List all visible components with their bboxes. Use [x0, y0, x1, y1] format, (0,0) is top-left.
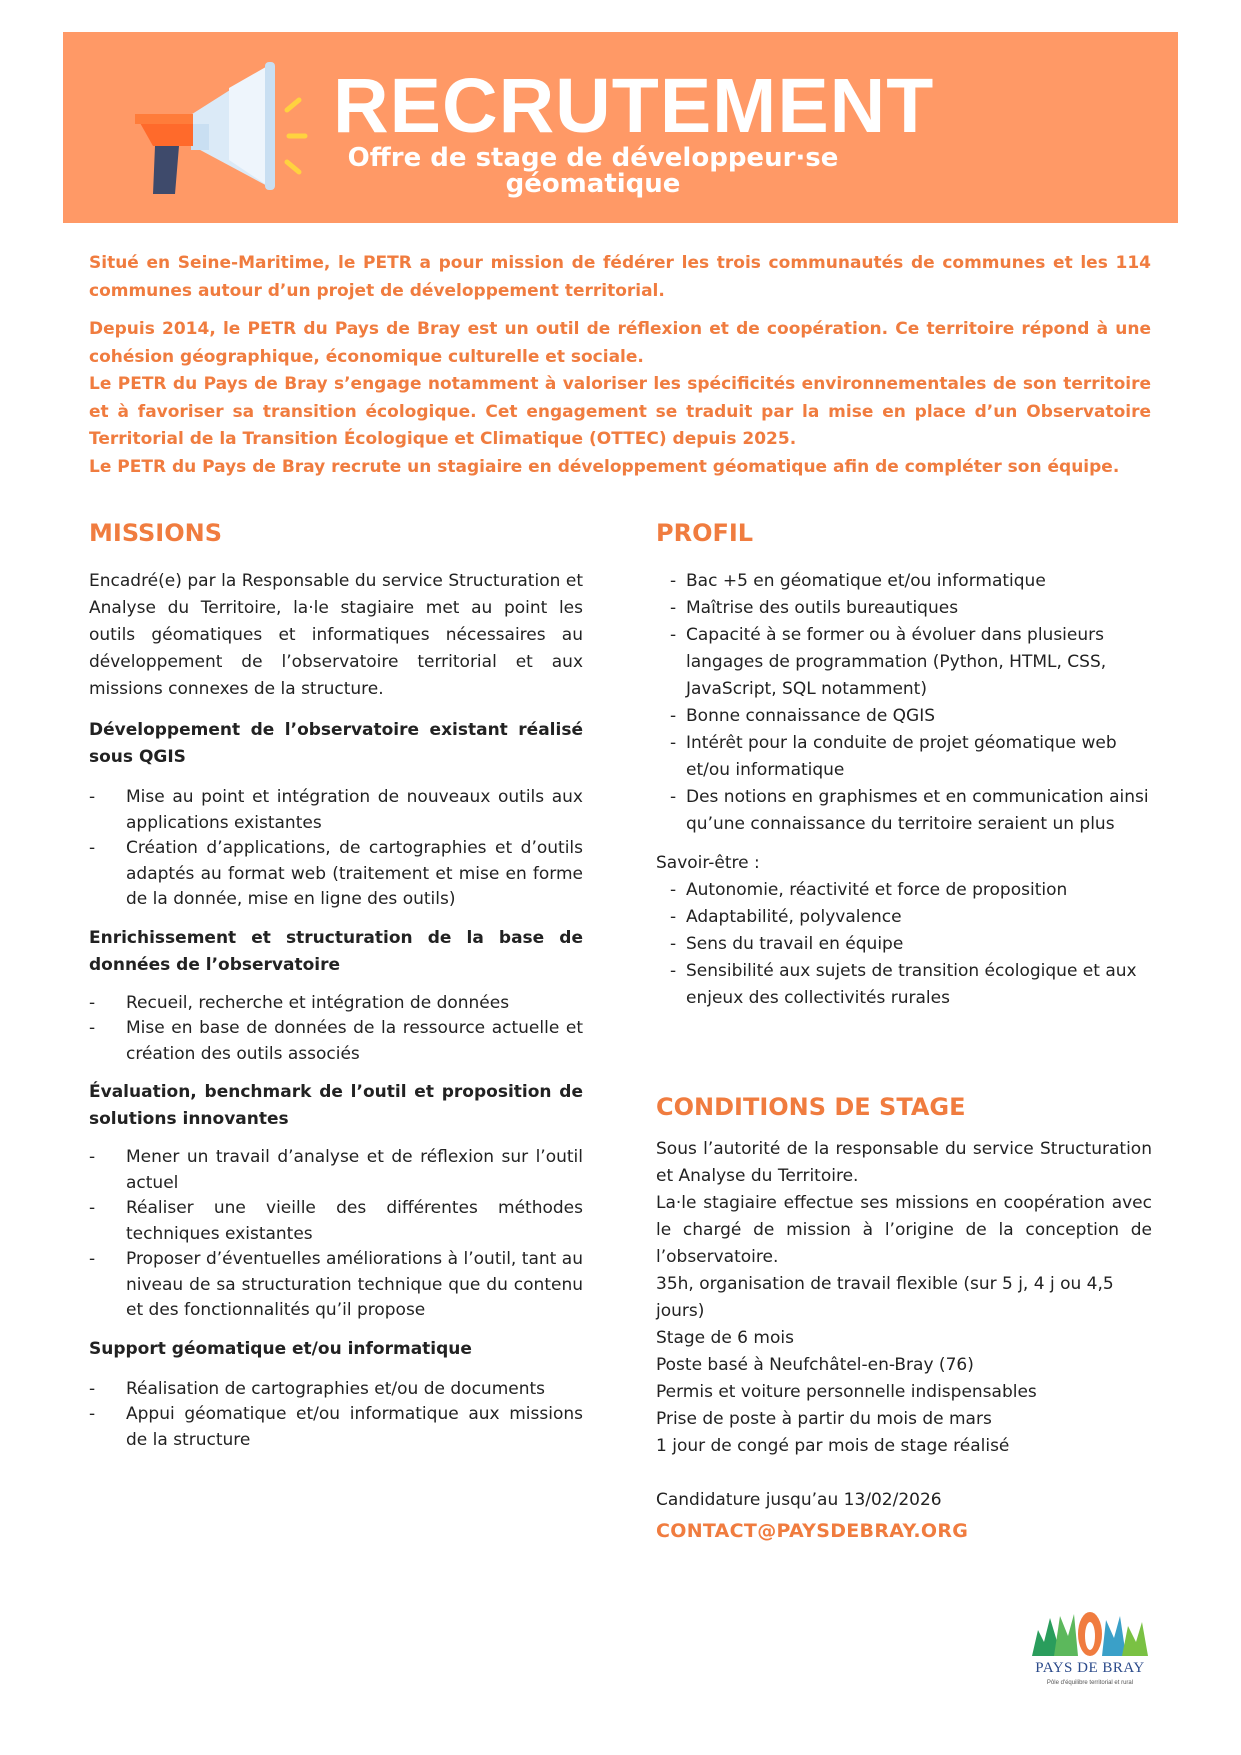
- profil-list: [656, 568, 1152, 838]
- megaphone-icon: [131, 60, 281, 200]
- list-item: - Sensibilité aux sujets de transition écologique et aux enjeux des collectivités rurales: [656, 958, 1152, 1012]
- missions-title: MISSIONS: [89, 519, 223, 547]
- application-deadline: Candidature jusqu’au 13/02/2026: [656, 1490, 942, 1510]
- intro-paragraph: Depuis 2014, le PETR du Pays de Bray est un outil de réflexion et de coopération. Ce territoire répond à une cohésion géographique, économique culturelle et sociale.: [89, 319, 1151, 367]
- conditions-line: Permis et voiture personnelle indispensables: [656, 1382, 1037, 1402]
- list-item: - Mise au point et intégration de nouveaux outils aux applications existantes: [89, 785, 583, 836]
- missions-section: [89, 518, 583, 1453]
- list-item: - Intérêt pour la conduite de projet géomatique web et/ou informatique: [656, 730, 1152, 784]
- page-subtitle: Offre de stage de développeur·se géomatique: [347, 143, 839, 199]
- savoir-etre-list: [656, 877, 1152, 1012]
- missions-intro: Encadré(e) par la Responsable du service Structuration et Analyse du Territoire, la·le stagiaire met au point les outils géomatiques et informatiques nécessaires au développement de l’observatoire territorial et aux missions connexes de la structure.: [89, 571, 583, 699]
- conditions-line: 35h, organisation de travail flexible (sur 5 j, 4 j ou 4,5 jours): [656, 1274, 1114, 1321]
- conditions-title: CONDITIONS DE STAGE: [656, 1093, 966, 1121]
- list-item: - Mise en base de données de la ressource actuelle et création des outils associés: [89, 1016, 583, 1067]
- logo-tagline: Pôle d'équilibre territorial et rural: [1046, 1680, 1134, 1686]
- list-item: - Sens du travail en équipe: [656, 931, 1152, 958]
- list-item: - Capacité à se former ou à évoluer dans plusieurs langages de programmation (Python, HTML, CSS, JavaScript, SQL notamment): [656, 622, 1152, 703]
- list-item: - Bac +5 en géomatique et/ou informatique: [656, 568, 1152, 595]
- list-item: - Réaliser une vieille des différentes méthodes techniques existantes: [89, 1196, 583, 1247]
- list-item: - Mener un travail d’analyse et de réflexion sur l’outil actuel: [89, 1145, 583, 1196]
- list-item: - Recueil, recherche et intégration de données: [89, 991, 583, 1017]
- list-item: - Création d’applications, de cartographies et d’outils adaptés au format web (traitement et mise en forme de la donnée, mise en ligne des outils): [89, 836, 583, 913]
- page-title: RECRUTEMENT: [333, 63, 935, 149]
- list-item: - Bonne connaissance de QGIS: [656, 703, 1152, 730]
- list-item: - Appui géomatique et/ou informatique aux missions de la structure: [89, 1402, 583, 1453]
- conditions-line: Prise de poste à partir du mois de mars: [656, 1409, 992, 1429]
- conditions-line: Poste basé à Neufchâtel-en-Bray (76): [656, 1355, 974, 1375]
- list-item: - Des notions en graphismes et en communication ainsi qu’une connaissance du territoire seraient un plus: [656, 784, 1152, 838]
- intro-paragraph: Le PETR du Pays de Bray s’engage notamment à valoriser les spécificités environnementales de son territoire et à favoriser sa transition écologique. Cet engagement se traduit par la mise en place d’un Observatoire Territorial de la Transition Écologique et Climatique (OTTEC) depuis 2025.: [89, 374, 1151, 449]
- mission-group-heading: Développement de l’observatoire existant réalisé sous QGIS: [89, 720, 583, 767]
- profil-section: [656, 518, 1152, 1012]
- pays-de-bray-logo: [1028, 1604, 1150, 1692]
- contact-email-link[interactable]: CONTACT@PAYSDEBRAY.ORG: [656, 1520, 969, 1542]
- list-item: - Autonomie, réactivité et force de proposition: [656, 877, 1152, 904]
- conditions-line: 1 jour de congé par mois de stage réalisé: [656, 1436, 1010, 1456]
- profil-title: PROFIL: [656, 519, 754, 547]
- mission-group-list: [89, 991, 583, 1068]
- mission-group-heading: Support géomatique et/ou informatique: [89, 1338, 472, 1359]
- logo-text: PAYS DE BRAY: [1035, 1660, 1145, 1676]
- mission-group-list: [89, 1377, 583, 1454]
- mission-group-list: [89, 785, 583, 913]
- intro-block: [89, 250, 1151, 481]
- list-item: - Maîtrise des outils bureautiques: [656, 595, 1152, 622]
- savoir-etre-label: Savoir-être :: [656, 853, 760, 873]
- list-item: - Proposer d’éventuelles améliorations à l’outil, tant au niveau de sa structuration technique que du contenu et des fonctionnalités qu’il propose: [89, 1247, 583, 1324]
- header-banner: [63, 32, 1178, 223]
- intro-paragraph: Le PETR du Pays de Bray recrute un stagiaire en développement géomatique afin de compléter son équipe.: [89, 456, 1120, 477]
- mission-group-heading: Enrichissement et structuration de la base de données de l’observatoire: [89, 927, 583, 975]
- conditions-paragraph: La·le stagiaire effectue ses missions en coopération avec le chargé de mission à l’origine de la conception de l’observatoire.: [656, 1193, 1152, 1267]
- logo-mark-icon: [1032, 1608, 1148, 1660]
- list-item: - Réalisation de cartographies et/ou de documents: [89, 1377, 583, 1403]
- mission-group-heading: Évaluation, benchmark de l’outil et proposition de solutions innovantes: [89, 1082, 583, 1129]
- list-item: - Adaptabilité, polyvalence: [656, 904, 1152, 931]
- intro-paragraph: Situé en Seine-Maritime, le PETR a pour mission de fédérer les trois communautés de communes et les 114 communes autour d’un projet de développement territorial.: [89, 253, 1151, 301]
- conditions-line: Stage de 6 mois: [656, 1328, 794, 1348]
- mission-group-list: [89, 1145, 583, 1324]
- conditions-paragraph: Sous l’autorité de la responsable du service Structuration et Analyse du Territoire.: [656, 1139, 1152, 1186]
- conditions-section: [656, 1092, 1152, 1545]
